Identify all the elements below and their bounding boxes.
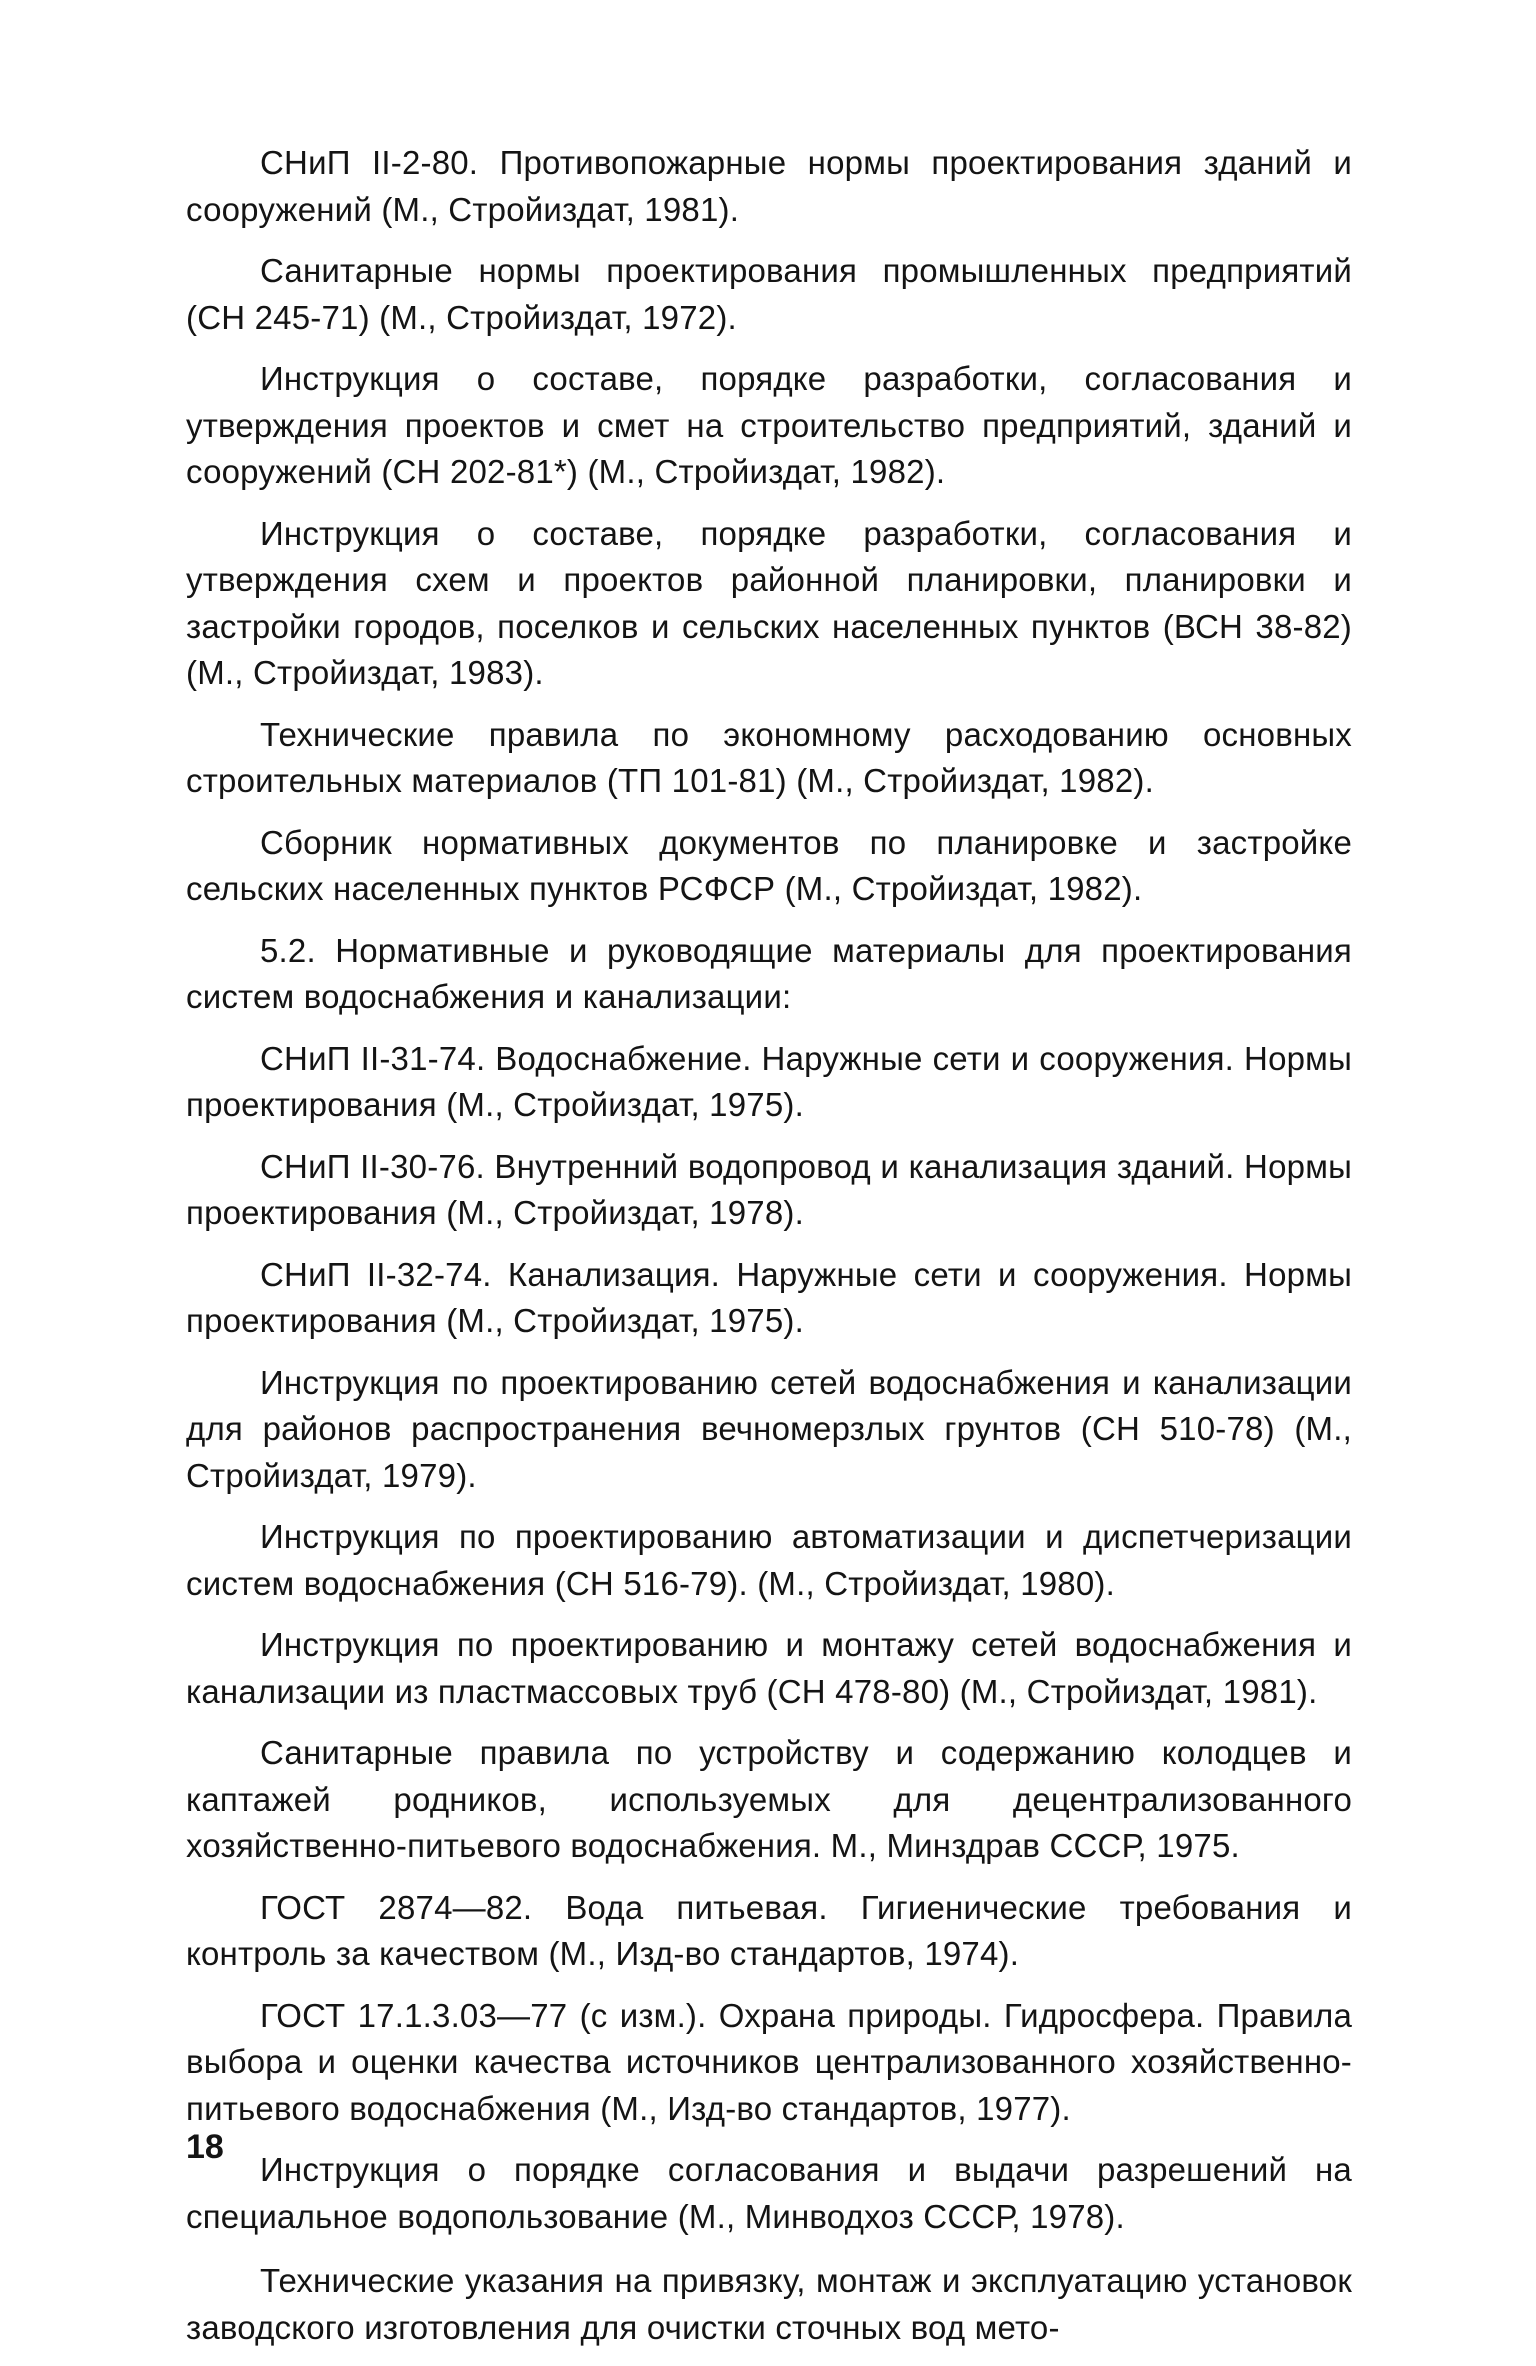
reference-gost-2874-82: ГОСТ 2874—82. Вода питьевая. Гигиенические требования и контроль за качеством (М., Изд-во стандартов, 1974). — [186, 1888, 1352, 1972]
reference-water-use-permits: Инструкция о порядке согласования и выдачи разрешений на специальное водопользование (М., Минводхоз СССР, 1978). — [186, 2151, 1352, 2235]
reference-tp-101-81: Технические правила по экономному расходованию основных строительных материалов (ТП 101-81) (М., Стройиздат, 1982). — [186, 715, 1352, 799]
reference-sn-510-78: Инструкция по проектированию сетей водоснабжения и канализации для районов распространения вечномерзлых грунтов (СН 510-78) (М., Стройиздат, 1979). — [186, 1363, 1352, 1494]
reference-snip-ii-32-74: СНиП II-32-74. Канализация. Наружные сети и сооружения. Нормы проектирования (М., Стройиздат, 1975). — [186, 1255, 1352, 1339]
section-5-2-heading: 5.2. Нормативные и руководящие материалы для проектирования систем водоснабжения и канализации: — [186, 931, 1352, 1015]
reference-snip-ii-31-74: СНиП II-31-74. Водоснабжение. Наружные сети и сооружения. Нормы проектирования (М., Стройиздат, 1975). — [186, 1039, 1352, 1123]
reference-sn-516-79: Инструкция по проектированию автоматизации и диспетчеризации систем водоснабжения (СН 516-79). (М., Стройиздат, 1980). — [186, 1518, 1352, 1602]
page-number: 18 — [186, 2128, 224, 2166]
reference-rsfsr-collection: Сборник нормативных документов по планировке и застройке сельских населенных пунктов РСФСР (М., Стройиздат, 1982). — [186, 823, 1352, 907]
reference-snip-ii-2-80: СНиП II-2-80. Противопожарные нормы проектирования зданий и сооружений (М., Стройиздат, 1981). — [186, 144, 1352, 228]
reference-sanitary-rules-wells: Санитарные правила по устройству и содержанию колодцев и каптажей родников, используемых для децентрализованного хозяйственно-питьевого водоснабжения. М., Минздрав СССР, 1975. — [186, 1734, 1352, 1864]
reference-sn-478-80: Инструкция по проектированию и монтажу сетей водоснабжения и канализации из пластмассовых труб (СН 478-80) (М., Стройиздат, 1981). — [186, 1626, 1352, 1710]
reference-gost-17-1-3-03-77: ГОСТ 17.1.3.03—77 (с изм.). Охрана природы. Гидросфера. Правила выбора и оценки качества источников централизованного хозяйственно-питьевого водоснабжения (М., Изд-во стандартов, 1977). — [186, 1996, 1352, 2127]
reference-snip-ii-30-76: СНиП II-30-76. Внутренний водопровод и канализация зданий. Нормы проектирования (М., Стройиздат, 1978). — [186, 1147, 1352, 1231]
reference-sn-202-81: Инструкция о составе, порядке разработки, согласования и утверждения проектов и смет на строительство предприятий, зданий и сооружений (СН 202-81*) (М., Стройиздат, 1982). — [186, 360, 1352, 490]
reference-sn-245-71: Санитарные нормы проектирования промышленных предприятий (СН 245-71) (М., Стройиздат, 1972). — [186, 252, 1352, 336]
reference-technical-guidelines: Технические указания на привязку, монтаж и эксплуатацию установок заводского изготовления для очистки сточных вод мето- — [186, 2262, 1352, 2346]
reference-vsn-38-82: Инструкция о составе, порядке разработки, согласования и утверждения схем и проектов районной планировки, планировки и застройки городов, поселков и сельских населенных пунктов (ВСН 38-82) (М., Стройиздат, 1983). — [186, 514, 1352, 691]
document-page — [186, 140, 1352, 2366]
